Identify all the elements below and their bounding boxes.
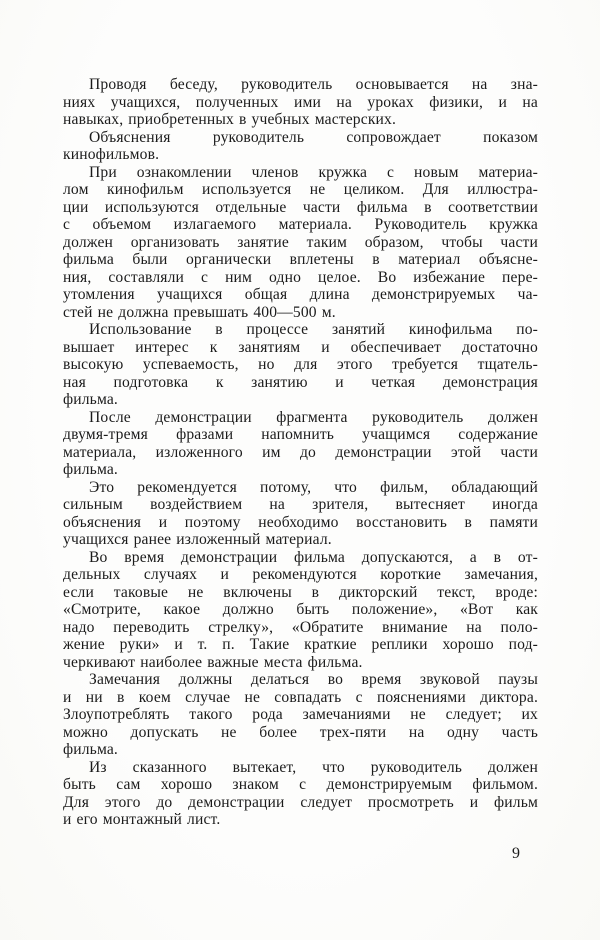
text-line: и ни в коем случае не совпадать с пояснениями диктора. xyxy=(63,688,538,706)
paragraph xyxy=(63,129,538,164)
text-line: фильма. xyxy=(63,391,118,408)
paragraph xyxy=(63,479,538,549)
text-line: лом кинофильм используется не целиком. Для иллюстра- xyxy=(63,181,538,198)
text-line: Замечания должны делаться во время звуковой паузы xyxy=(89,671,538,688)
text-line: ная подготовка к занятию и четкая демонстрация xyxy=(63,373,538,391)
text-line: быть сам хорошо знаком с демонстрируемым фильмом. xyxy=(63,776,538,793)
text-line: Объяснения руководитель сопровождает показом xyxy=(89,128,538,146)
page-number: 9 xyxy=(512,845,520,862)
text-line: ции используются отдельные части фильма в соответствии xyxy=(63,198,538,216)
text-line: можно допускать не более трех-пяти на одну часть xyxy=(63,723,538,741)
text-line: Проводя беседу, руководитель основывается на зна- xyxy=(89,76,538,93)
text-line: ниях учащихся, полученных ими на уроках физики, и на xyxy=(63,93,538,111)
text-line: Это рекомендуется потому, что фильм, обладающий xyxy=(89,478,538,496)
text-line: «Смотрите, какое должно быть положение», «Вот как xyxy=(63,601,538,618)
text-line: При ознакомлении членов кружка с новым материа- xyxy=(89,163,538,181)
paragraph xyxy=(63,671,538,759)
text-line: черкивают наиболее важные места фильма. xyxy=(63,653,363,671)
text-line: объяснения и поэтому необходимо восстановить в памяти xyxy=(63,513,538,531)
text-line: двумя-тремя фразами напомнить учащимся содержание xyxy=(63,426,538,443)
text-line: высокую успеваемость, но для этого требуется тщатель- xyxy=(63,356,538,373)
text-line: Использование в процессе занятий кинофильма по- xyxy=(89,321,538,338)
text-line: стей не должна превышать 400—500 м. xyxy=(63,303,336,321)
text-line: материала, изложенного им до демонстрации этой части xyxy=(63,443,538,461)
text-line: жение руки» и т. п. Такие краткие реплики хорошо под- xyxy=(63,636,538,653)
text-line: учащихся ранее изложенный материал. xyxy=(63,531,332,548)
text-line: фильма были органически вплетены в материал объясне- xyxy=(63,251,538,268)
paragraph xyxy=(63,549,538,672)
text-line: с объемом излагаемого материала. Руководитель кружка xyxy=(63,216,538,233)
body-text xyxy=(63,76,538,829)
text-line: фильма. xyxy=(63,741,118,758)
text-line: Для этого до демонстрации следует просмотреть и фильм xyxy=(63,793,538,811)
text-line: ния, составляли с ним одно целое. Во избежание пере- xyxy=(63,268,538,286)
text-line: дельных случаях и рекомендуются короткие замечания, xyxy=(63,566,538,583)
text-line: После демонстрации фрагмента руководитель должен xyxy=(89,408,538,426)
paragraph xyxy=(63,321,538,409)
paragraph xyxy=(63,759,538,829)
text-line: должен организовать занятие таким образом, чтобы части xyxy=(63,233,538,251)
text-line: Из сказанного вытекает, что руководитель должен xyxy=(89,758,538,776)
text-line: Злоупотреблять такого рода замечаниями не следует; их xyxy=(63,706,538,723)
text-line: если таковые не включены в дикторский текст, вроде: xyxy=(63,583,538,601)
text-line: утомления учащихся общая длина демонстрируемых ча- xyxy=(63,286,538,303)
text-line: Во время демонстрации фильма допускаются, а в от- xyxy=(89,548,538,566)
text-line: навыках, приобретенных в учебных мастерских. xyxy=(63,111,397,128)
paragraph xyxy=(63,164,538,322)
text-line: надо переводить стрелку», «Обратите внимание на поло- xyxy=(63,618,538,636)
text-line: фильма. xyxy=(63,461,118,478)
text-line: сильным воздействием на зрителя, вытесняет иногда xyxy=(63,496,538,513)
paragraph xyxy=(63,76,538,129)
text-line: вышает интерес к занятиям и обеспечивает достаточно xyxy=(63,338,538,356)
text-line: и его монтажный лист. xyxy=(63,811,221,828)
paragraph xyxy=(63,409,538,479)
text-line: кинофильмов. xyxy=(63,146,160,163)
